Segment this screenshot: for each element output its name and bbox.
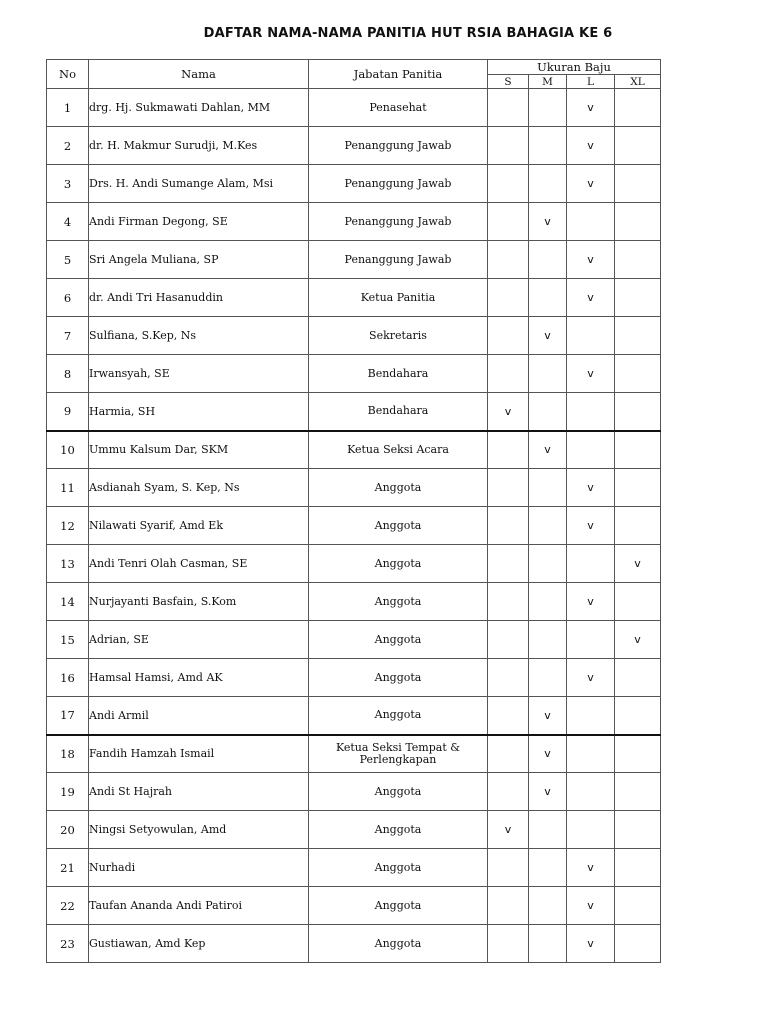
member-role: Ketua Panitia xyxy=(309,279,488,317)
size-m-cell xyxy=(529,431,567,469)
check-mark: v xyxy=(587,367,594,380)
table-row xyxy=(47,659,661,697)
size-xl-cell xyxy=(615,583,661,621)
check-mark: v xyxy=(587,177,594,190)
table-row xyxy=(47,355,661,393)
table-row xyxy=(47,165,661,203)
header-size-xl: XL xyxy=(615,75,661,89)
check-mark: v xyxy=(587,595,594,608)
member-name: Adrian, SE xyxy=(89,621,309,659)
size-l-cell xyxy=(567,545,615,583)
member-role: Anggota xyxy=(309,925,488,963)
size-s-cell xyxy=(488,811,529,849)
member-name: Taufan Ananda Andi Patiroi xyxy=(89,887,309,925)
size-l-cell xyxy=(567,431,615,469)
header-size-s: S xyxy=(488,75,529,89)
document-title: DAFTAR NAMA-NAMA PANITIA HUT RSIA BAHAGIA KE 6 xyxy=(203,26,613,41)
size-m-cell xyxy=(529,203,567,241)
size-m-cell xyxy=(529,317,567,355)
size-m-cell xyxy=(529,279,567,317)
member-role: Anggota xyxy=(309,583,488,621)
row-number: 19 xyxy=(47,773,89,811)
table-row xyxy=(47,431,661,469)
size-l-cell xyxy=(567,469,615,507)
size-s-cell xyxy=(488,545,529,583)
member-role: Anggota xyxy=(309,469,488,507)
size-s-cell xyxy=(488,925,529,963)
size-xl-cell xyxy=(615,811,661,849)
size-m-cell xyxy=(529,241,567,279)
row-number: 8 xyxy=(47,355,89,393)
member-name: Gustiawan, Amd Kep xyxy=(89,925,309,963)
size-l-cell xyxy=(567,697,615,735)
row-number: 6 xyxy=(47,279,89,317)
size-m-cell xyxy=(529,89,567,127)
check-mark: v xyxy=(587,291,594,304)
header-size-l: L xyxy=(567,75,615,89)
table-row xyxy=(47,469,661,507)
size-s-cell xyxy=(488,165,529,203)
size-m-cell xyxy=(529,127,567,165)
size-m-cell xyxy=(529,621,567,659)
member-role: Anggota xyxy=(309,545,488,583)
size-m-cell xyxy=(529,697,567,735)
size-l-cell xyxy=(567,621,615,659)
size-l-cell xyxy=(567,583,615,621)
size-l-cell xyxy=(567,507,615,545)
member-name: Harmia, SH xyxy=(89,393,309,431)
check-mark: v xyxy=(587,671,594,684)
size-l-cell xyxy=(567,127,615,165)
row-number: 9 xyxy=(47,393,89,431)
size-m-cell xyxy=(529,469,567,507)
member-role: Anggota xyxy=(309,659,488,697)
size-s-cell xyxy=(488,469,529,507)
size-s-cell xyxy=(488,697,529,735)
size-m-cell xyxy=(529,545,567,583)
size-xl-cell xyxy=(615,317,661,355)
size-xl-cell xyxy=(615,697,661,735)
member-name: Sulfiana, S.Kep, Ns xyxy=(89,317,309,355)
size-xl-cell xyxy=(615,165,661,203)
check-mark: v xyxy=(587,253,594,266)
member-name: dr. H. Makmur Surudji, M.Kes xyxy=(89,127,309,165)
size-l-cell xyxy=(567,811,615,849)
size-m-cell xyxy=(529,811,567,849)
size-xl-cell xyxy=(615,773,661,811)
size-s-cell xyxy=(488,317,529,355)
row-number: 20 xyxy=(47,811,89,849)
table-row xyxy=(47,89,661,127)
size-l-cell xyxy=(567,393,615,431)
header-no: No xyxy=(47,60,89,89)
member-role: Penasehat xyxy=(309,89,488,127)
member-role: Anggota xyxy=(309,507,488,545)
size-xl-cell xyxy=(615,735,661,773)
size-l-cell xyxy=(567,279,615,317)
size-xl-cell xyxy=(615,203,661,241)
member-role: Penanggung Jawab xyxy=(309,165,488,203)
table-row xyxy=(47,887,661,925)
member-role: Penanggung Jawab xyxy=(309,241,488,279)
size-m-cell xyxy=(529,165,567,203)
check-mark: v xyxy=(504,823,512,836)
row-number: 5 xyxy=(47,241,89,279)
size-xl-cell xyxy=(615,925,661,963)
size-l-cell xyxy=(567,203,615,241)
check-mark: v xyxy=(544,708,551,722)
size-m-cell xyxy=(529,849,567,887)
table-row xyxy=(47,279,661,317)
size-s-cell xyxy=(488,621,529,659)
member-role: Ketua Seksi Tempat & Perlengkapan xyxy=(309,735,488,773)
table-body xyxy=(47,89,661,963)
table-row xyxy=(47,925,661,963)
size-xl-cell xyxy=(615,659,661,697)
size-xl-cell xyxy=(615,887,661,925)
member-role: Anggota xyxy=(309,811,488,849)
member-role: Anggota xyxy=(309,887,488,925)
check-mark: v xyxy=(587,101,594,114)
size-m-cell xyxy=(529,735,567,773)
row-number: 21 xyxy=(47,849,89,887)
table-header xyxy=(47,60,661,89)
size-xl-cell xyxy=(615,89,661,127)
size-xl-cell xyxy=(615,469,661,507)
check-mark: v xyxy=(587,519,594,532)
member-name: Andi Firman Degong, SE xyxy=(89,203,309,241)
size-xl-cell xyxy=(615,849,661,887)
table-row xyxy=(47,545,661,583)
size-s-cell xyxy=(488,849,529,887)
size-s-cell xyxy=(488,887,529,925)
row-number: 13 xyxy=(47,545,89,583)
size-l-cell xyxy=(567,849,615,887)
header-nama: Nama xyxy=(89,60,309,89)
committee-table xyxy=(46,59,661,963)
size-m-cell xyxy=(529,773,567,811)
size-s-cell xyxy=(488,393,529,431)
size-l-cell xyxy=(567,355,615,393)
member-role: Anggota xyxy=(309,849,488,887)
size-xl-cell xyxy=(615,355,661,393)
table-row xyxy=(47,697,661,735)
table-row xyxy=(47,507,661,545)
member-role: Bendahara xyxy=(309,355,488,393)
size-xl-cell xyxy=(615,241,661,279)
member-role: Sekretaris xyxy=(309,317,488,355)
row-number: 2 xyxy=(47,127,89,165)
check-mark: v xyxy=(587,937,594,950)
size-l-cell xyxy=(567,925,615,963)
size-m-cell xyxy=(529,393,567,431)
size-xl-cell xyxy=(615,127,661,165)
check-mark: v xyxy=(504,404,512,418)
row-number: 7 xyxy=(47,317,89,355)
row-number: 15 xyxy=(47,621,89,659)
size-l-cell xyxy=(567,89,615,127)
size-m-cell xyxy=(529,887,567,925)
size-s-cell xyxy=(488,89,529,127)
size-l-cell xyxy=(567,165,615,203)
size-s-cell xyxy=(488,279,529,317)
member-role: Anggota xyxy=(309,773,488,811)
size-xl-cell xyxy=(615,507,661,545)
check-mark: v xyxy=(587,861,594,874)
size-s-cell xyxy=(488,735,529,773)
size-s-cell xyxy=(488,241,529,279)
check-mark: v xyxy=(544,329,551,342)
size-m-cell xyxy=(529,507,567,545)
size-s-cell xyxy=(488,355,529,393)
check-mark: v xyxy=(544,785,551,798)
row-number: 18 xyxy=(47,735,89,773)
size-s-cell xyxy=(488,127,529,165)
row-number: 4 xyxy=(47,203,89,241)
check-mark: v xyxy=(634,557,641,570)
member-name: drg. Hj. Sukmawati Dahlan, MM xyxy=(89,89,309,127)
size-l-cell xyxy=(567,659,615,697)
size-m-cell xyxy=(529,355,567,393)
size-xl-cell xyxy=(615,545,661,583)
row-number: 10 xyxy=(47,431,89,469)
check-mark: v xyxy=(544,215,551,228)
size-s-cell xyxy=(488,431,529,469)
member-name: Hamsal Hamsi, Amd AK xyxy=(89,659,309,697)
size-xl-cell xyxy=(615,279,661,317)
table-row xyxy=(47,203,661,241)
table-row xyxy=(47,849,661,887)
row-number: 11 xyxy=(47,469,89,507)
row-number: 22 xyxy=(47,887,89,925)
table-row xyxy=(47,621,661,659)
size-l-cell xyxy=(567,735,615,773)
size-s-cell xyxy=(488,583,529,621)
size-s-cell xyxy=(488,203,529,241)
member-name: Andi Armil xyxy=(89,697,309,735)
check-mark: v xyxy=(587,481,594,494)
row-number: 12 xyxy=(47,507,89,545)
size-s-cell xyxy=(488,773,529,811)
member-role: Ketua Seksi Acara xyxy=(309,431,488,469)
member-role: Anggota xyxy=(309,697,488,735)
size-l-cell xyxy=(567,773,615,811)
member-name: Nilawati Syarif, Amd Ek xyxy=(89,507,309,545)
table-row xyxy=(47,811,661,849)
member-role: Penanggung Jawab xyxy=(309,127,488,165)
size-s-cell xyxy=(488,659,529,697)
header-ukuran-baju: Ukuran Baju xyxy=(488,60,661,75)
check-mark: v xyxy=(544,747,551,761)
size-m-cell xyxy=(529,925,567,963)
header-jabatan: Jabatan Panitia xyxy=(309,60,488,89)
member-name: Sri Angela Muliana, SP xyxy=(89,241,309,279)
table-row xyxy=(47,317,661,355)
member-name: Fandih Hamzah Ismail xyxy=(89,735,309,773)
member-name: Andi Tenri Olah Casman, SE xyxy=(89,545,309,583)
member-name: Asdianah Syam, S. Kep, Ns xyxy=(89,469,309,507)
row-number: 16 xyxy=(47,659,89,697)
row-number: 17 xyxy=(47,697,89,735)
member-name: Ningsi Setyowulan, Amd xyxy=(89,811,309,849)
size-s-cell xyxy=(488,507,529,545)
member-role: Bendahara xyxy=(309,393,488,431)
row-number: 23 xyxy=(47,925,89,963)
size-m-cell xyxy=(529,659,567,697)
check-mark: v xyxy=(544,443,551,457)
table-row xyxy=(47,393,661,431)
table-row xyxy=(47,773,661,811)
member-role: Anggota xyxy=(309,621,488,659)
check-mark: v xyxy=(587,899,594,912)
row-number: 1 xyxy=(47,89,89,127)
size-xl-cell xyxy=(615,393,661,431)
member-name: Nurhadi xyxy=(89,849,309,887)
member-role: Penanggung Jawab xyxy=(309,203,488,241)
size-xl-cell xyxy=(615,431,661,469)
member-name: Nurjayanti Basfain, S.Kom xyxy=(89,583,309,621)
member-name: Drs. H. Andi Sumange Alam, Msi xyxy=(89,165,309,203)
size-l-cell xyxy=(567,317,615,355)
header-size-m: M xyxy=(529,75,567,89)
table-row xyxy=(47,127,661,165)
member-name: Irwansyah, SE xyxy=(89,355,309,393)
member-name: Ummu Kalsum Dar, SKM xyxy=(89,431,309,469)
member-name: dr. Andi Tri Hasanuddin xyxy=(89,279,309,317)
size-xl-cell xyxy=(615,621,661,659)
row-number: 3 xyxy=(47,165,89,203)
size-l-cell xyxy=(567,887,615,925)
size-l-cell xyxy=(567,241,615,279)
table-row xyxy=(47,241,661,279)
table-row xyxy=(47,583,661,621)
check-mark: v xyxy=(634,633,641,646)
size-m-cell xyxy=(529,583,567,621)
row-number: 14 xyxy=(47,583,89,621)
table-row xyxy=(47,735,661,773)
member-name: Andi St Hajrah xyxy=(89,773,309,811)
check-mark: v xyxy=(587,139,594,152)
